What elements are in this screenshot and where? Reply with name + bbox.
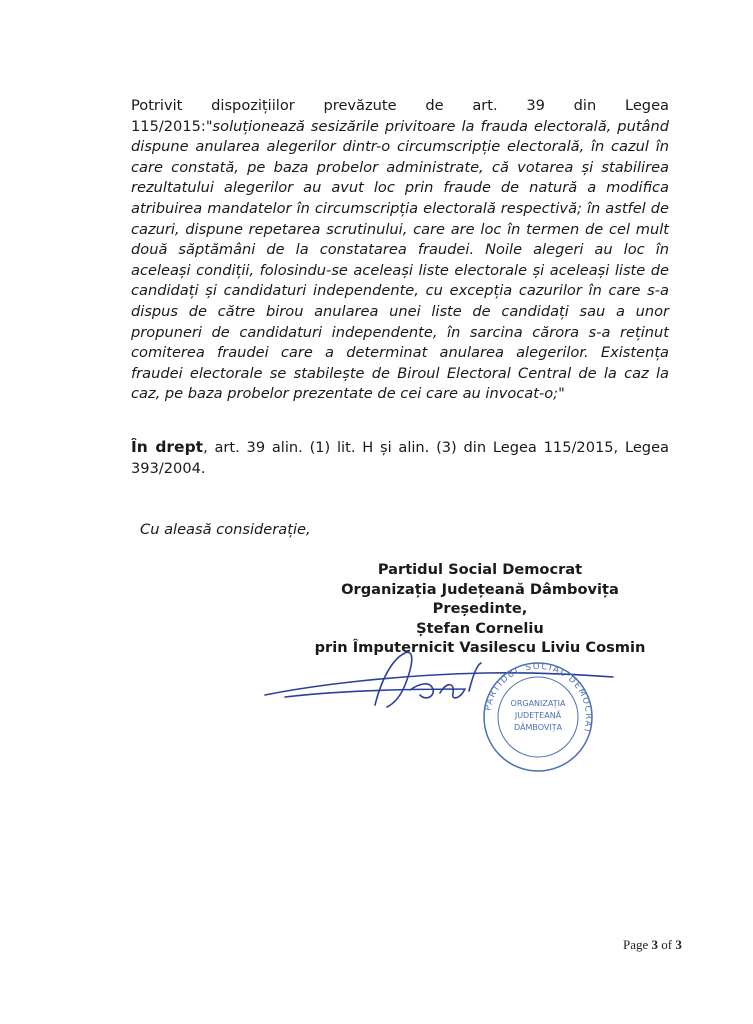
citation-lead: Potrivit dispozițiilor prevăzute de art. 39 din Legea 115/2015:" [131,97,669,135]
stamp-line-2: JUDEȚEANĂ [514,711,562,720]
citation-quote: soluționează sesizările privitoare la frauda electorală, putând dispune anularea alegerilor dintr-o circumscripție electorală, în cazul în care constată, pe baza probelor administrate, că votarea și stabilirea rezultatului alegerilor au avut loc prin fraude de natură a modifica atribuirea mandatelor în circumscripția electorală respectivă; în astfel de cazuri, dispune repetarea scrutinului, care are loc în termen de cel mult două săptămâni de la constatarea fraudei. Noile alegeri au loc în aceleași condiții, folosindu-se aceleași liste electorale și aceleași liste de candidați și candidaturi independente, cu excepția cazurilor în care s-a dispus de către birou anularea unei liste de candidați sau a unor propuneri de candidaturi independente, în sarcina cărora s-a reținut comiterea fraudei care a determinat anularea alegerilor. Existența fraudei electorale se stabilește de Biroul Electoral Central de la caz la caz, pe baza probelor prezentate de cei care au invocat-o;" [131,117,669,403]
page-label: Page [623,937,649,952]
legal-citation-paragraph [131,96,669,405]
stamp-line-3: DÂMBOVIȚA [513,723,563,732]
page-number [623,937,682,953]
proxy-name: prin Împuternicit Vasilescu Liviu Cosmin [314,639,646,656]
signatory-name: Ștefan Corneliu [416,619,544,637]
organization-name: Organizația Județeană Dâmbovița [341,580,619,598]
legal-basis-paragraph [131,437,669,479]
page-total: 3 [675,937,682,952]
stamp-line-1: ORGANIZAȚIA [510,699,566,708]
closing-formula: Cu aleasă considerație, [140,521,311,538]
official-stamp [478,662,598,772]
signatory-block [300,560,660,658]
of-label: of [661,937,673,952]
party-name: Partidul Social Democrat [377,561,583,578]
legal-basis-heading: În drept [131,438,204,456]
signatory-title: Președinte, [432,600,528,617]
stamp-ring-text: PARTIDUL SOCIAL DEMOCRAT [483,662,594,736]
legal-basis-text: , art. 39 alin. (1) lit. H și alin. (3) din Legea 115/2015, Legea 393/2004. [131,439,669,477]
page-current: 3 [651,937,659,952]
